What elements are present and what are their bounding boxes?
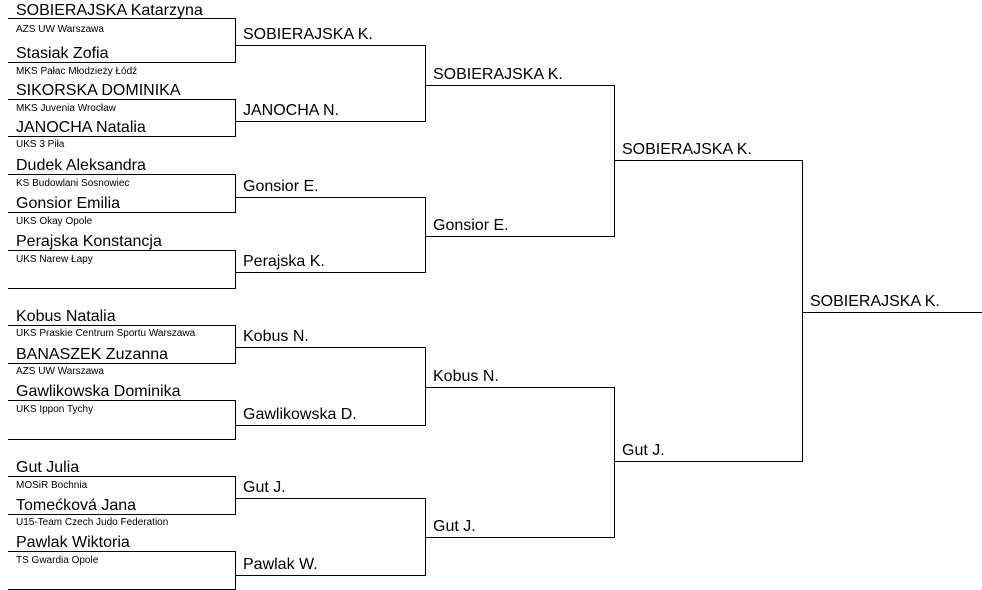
bracket-connector [235, 476, 236, 515]
entry-line [8, 476, 235, 477]
round3-winner: Kobus N. [433, 368, 499, 385]
entry-club: UKS Narew Łapy [16, 254, 93, 265]
entry-line [8, 288, 235, 289]
round3-winner: Gonsior E. [433, 217, 509, 234]
round2-winner: Gut J. [243, 479, 286, 496]
entry-line [8, 136, 235, 137]
round2-line [235, 575, 425, 576]
bracket-connector [235, 174, 236, 213]
entry-club: AZS UW Warszawa [16, 366, 104, 377]
entry-name: Perajska Konstancja [16, 233, 162, 250]
entry-line [8, 514, 235, 515]
entry-name: Gonsior Emilia [16, 195, 121, 212]
round2-winner: Gonsior E. [243, 178, 319, 195]
round3-line [425, 387, 614, 388]
entry-name: SIKORSKA DOMINIKA [16, 82, 181, 99]
winner-line [802, 312, 982, 313]
tournament-winner: SOBIERAJSKA K. [810, 293, 940, 310]
entry-club: MKS Juvenia Wrocław [16, 103, 116, 114]
semifinal-winner: SOBIERAJSKA K. [622, 141, 752, 158]
entry-club: U15-Team Czech Judo Federation [16, 517, 169, 528]
entry-line [8, 400, 235, 401]
entry-name: JANOCHA Natalia [16, 119, 146, 136]
bracket-connector [802, 160, 803, 462]
round2-winner: SOBIERAJSKA K. [243, 26, 373, 43]
round3-winner: SOBIERAJSKA K. [433, 66, 563, 83]
entry-club: UKS Praskie Centrum Sportu Warszawa [16, 328, 196, 339]
entry-club: UKS Okay Opole [16, 216, 93, 227]
bracket-connector [235, 325, 236, 364]
entry-name: Stasiak Zofia [16, 45, 109, 62]
entry-name: Pawlak Wiktoria [16, 534, 130, 551]
round3-winner: Gut J. [433, 518, 476, 535]
round2-line [235, 347, 425, 348]
round2-winner: Pawlak W. [243, 556, 318, 573]
entry-name: Gawlikowska Dominika [16, 383, 181, 400]
round2-line [235, 498, 425, 499]
round2-line [235, 45, 425, 46]
entry-name: SOBIERAJSKA Katarzyna [16, 2, 203, 19]
bracket-connector [235, 99, 236, 137]
semifinal-winner: Gut J. [622, 442, 665, 459]
entry-club: MKS Pałac Młodzieży Łódź [16, 66, 138, 77]
round3-line [425, 85, 614, 86]
bracket-connector [235, 250, 236, 289]
entry-line [8, 439, 235, 440]
bracket-connector [425, 197, 426, 273]
entry-club: KS Budowlani Sosnowiec [16, 178, 130, 189]
entry-club: TS Gwardia Opole [16, 555, 99, 566]
entry-line [8, 174, 235, 175]
round2-winner: Perajska K. [243, 253, 325, 270]
entry-name: Gut Julia [16, 459, 80, 476]
round2-line [235, 272, 425, 273]
entry-club: UKS Ippon Tychy [16, 404, 94, 415]
bracket-connector [425, 45, 426, 122]
round2-winner: Gawlikowska D. [243, 406, 357, 423]
round2-winner: Kobus N. [243, 328, 309, 345]
bracket-connector [235, 551, 236, 590]
round2-winner: JANOCHA N. [243, 102, 340, 119]
entry-club: AZS UW Warszawa [16, 24, 104, 35]
round2-line [235, 197, 425, 198]
bracket-connector [614, 85, 615, 237]
entry-line [8, 363, 235, 364]
entry-line [8, 99, 235, 100]
entry-name: Dudek Aleksandra [16, 157, 146, 174]
entry-line [8, 250, 235, 251]
bracket-connector [235, 400, 236, 440]
entry-line [8, 325, 235, 326]
bracket-connector [235, 18, 236, 63]
semifinal-line [614, 160, 802, 161]
round2-line [235, 121, 425, 122]
round2-line [235, 425, 425, 426]
entry-line [8, 212, 235, 213]
entry-line [8, 551, 235, 552]
bracket-connector [614, 387, 615, 538]
round3-line [425, 236, 614, 237]
entry-name: BANASZEK Zuzanna [16, 346, 169, 363]
round3-line [425, 537, 614, 538]
entry-club: MOSiR Bochnia [16, 480, 88, 491]
entry-line [8, 62, 235, 63]
semifinal-line [614, 461, 802, 462]
entry-name: Tomećková Jana [16, 497, 137, 514]
entry-name: Kobus Natalia [16, 308, 116, 325]
entry-club: UKS 3 Piła [16, 139, 65, 150]
